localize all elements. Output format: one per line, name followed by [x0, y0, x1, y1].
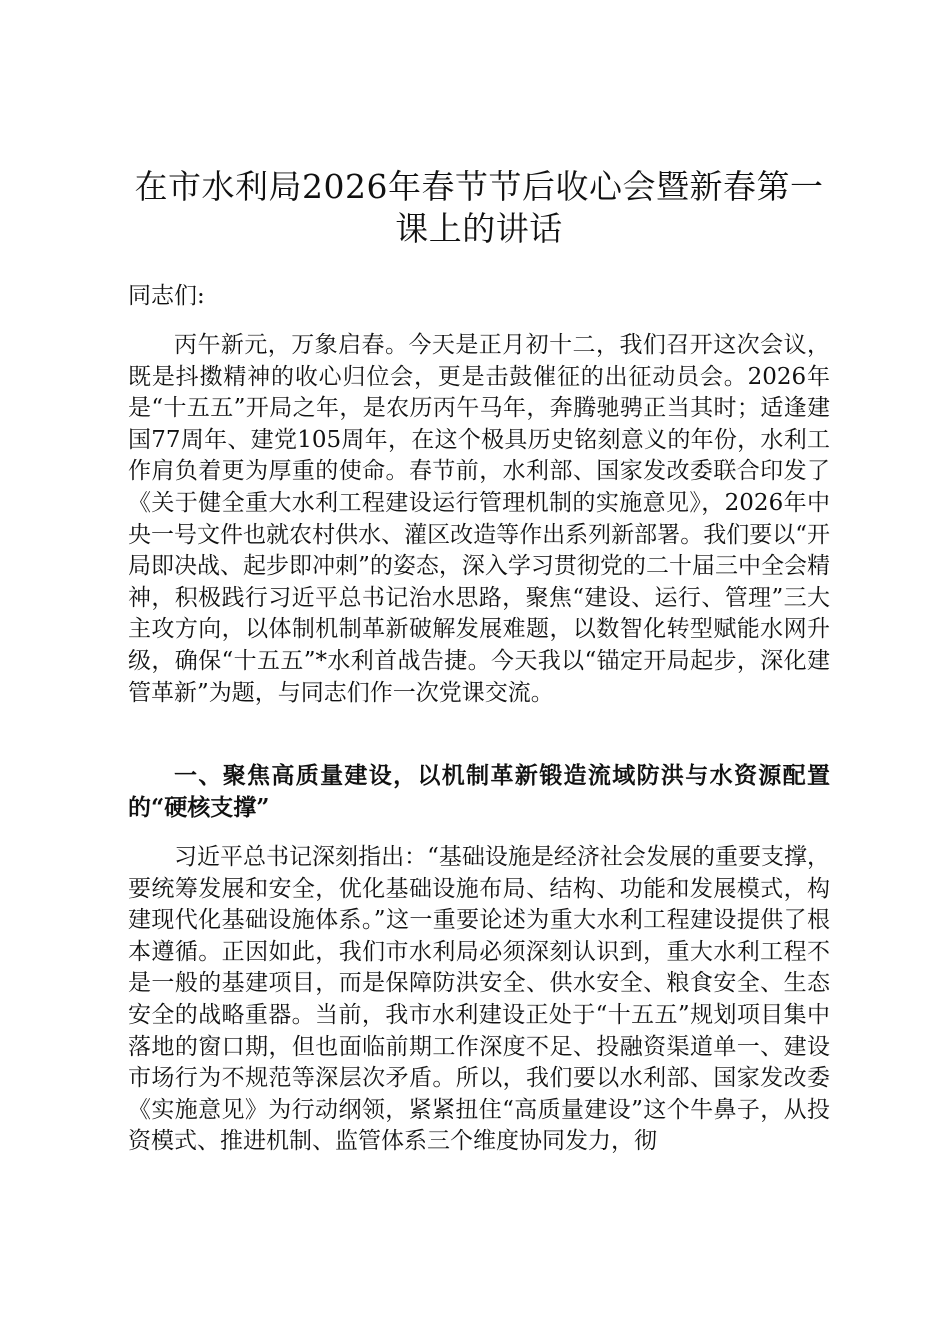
paragraph-section-1: 习近平总书记深刻指出：“基础设施是经济社会发展的重要支撑，要统筹发展和安全，优化基础设施布局、结构、功能和发展模式，构建现代化基础设施体系。”这一重要论述为重大水利工程建设提供了根本遵循。正因如此，我们市水利局必须深刻认识到，重大水利工程不是一般的基建项目，而是保障防洪安全、供水安全、粮食安全、生态安全的战略重器。当前，我市水利建设正处于“十五五”规划项目集中落地的窗口期，但也面临前期工作深度不足、投融资渠道单一、建设市场行为不规范等深层次矛盾。所以，我们要以水利部、国家发改委《实施意见》为行动纲领，紧紧扭住“高质量建设”这个牛鼻子，从投资模式、推进机制、监管体系三个维度协同发力，彻 [128, 844, 830, 1155]
paragraph-intro: 丙午新元，万象启春。今天是正月初十二，我们召开这次会议，既是抖擞精神的收心归位会，更是击鼓催征的出征动员会。2026年是“十五五”开局之年，是农历丙午马年，奔腾驰骋正当其时；适逢建国77周年、建党105周年，在这个极具历史铭刻意义的年份，水利工作肩负着更为厚重的使命。春节前，水利部、国家发改委联合印发了《关于健全重大水利工程建设运行管理机制的实施意见》，2026年中央一号文件也就农村供水、灌区改造等作出系列新部署。我们要以“开局即决战、起步即冲刺”的姿态，深入学习贯彻党的二十届三中全会精神，积极践行习近平总书记治水思路，聚焦“建设、运行、管理”三大主攻方向，以体制机制革新破解发展难题，以数智化转型赋能水网升级，确保“十五五”*水利首战告捷。今天我以“锚定开局起步，深化建管革新”为题，与同志们作一次党课交流。 [128, 332, 830, 706]
section-heading-1: 一、聚焦高质量建设，以机制革新锻造流域防洪与水资源配置的“硬核支撑” [128, 762, 830, 821]
salutation: 同志们: [128, 283, 205, 309]
document-title: 在市水利局2026年春节节后收心会暨新春第一课上的讲话 [134, 167, 824, 248]
